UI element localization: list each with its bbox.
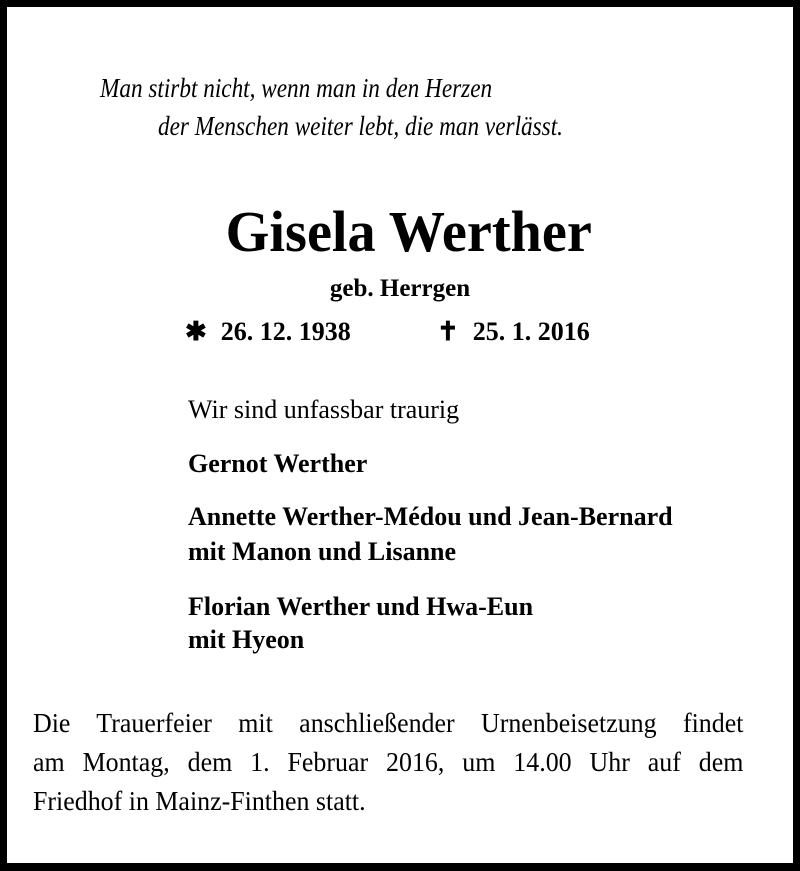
death-cross-icon: ✝ — [437, 317, 459, 346]
family-member-2-line-2: mit Manon und Lisanne — [188, 537, 457, 566]
birth-date-block — [185, 314, 351, 350]
family-member-3-line-2: mit Hyeon — [188, 625, 305, 654]
ceremony-line-1: Die Trauerfeier mit anschließender Urnenbeisetzung findet — [33, 708, 744, 738]
deceased-name — [7, 197, 793, 267]
ceremony-line-3: Friedhof in Mainz-Finthen statt. — [33, 786, 366, 816]
birth-star-icon: ✱ — [185, 317, 207, 346]
ceremony-line-2: am Montag, dem 1. Februar 2016, um 14.00 Uhr auf dem — [33, 747, 744, 777]
birth-date: 26. 12. 1938 — [220, 317, 351, 346]
ceremony-notice — [33, 704, 743, 821]
family-member-3-line-1: Florian Werther und Hwa-Eun — [188, 592, 534, 621]
family-member-2-line-1: Annette Werther-Médou und Jean-Bernard — [188, 502, 673, 531]
mourning-line: Wir sind unfassbar traurig — [188, 395, 460, 424]
maiden-name: geb. Herrgen — [329, 275, 471, 302]
death-date: 25. 1. 2016 — [472, 317, 590, 346]
deceased-name-text: Gisela Werther — [225, 199, 593, 264]
quote-line-2: der Menschen weiter lebt, die man verlässt. — [158, 111, 563, 141]
death-date-block — [437, 314, 590, 350]
quote-line-1: Man stirbt nicht, wenn man in den Herzen — [100, 73, 493, 103]
family-member-1: Gernot Werther — [188, 449, 368, 478]
